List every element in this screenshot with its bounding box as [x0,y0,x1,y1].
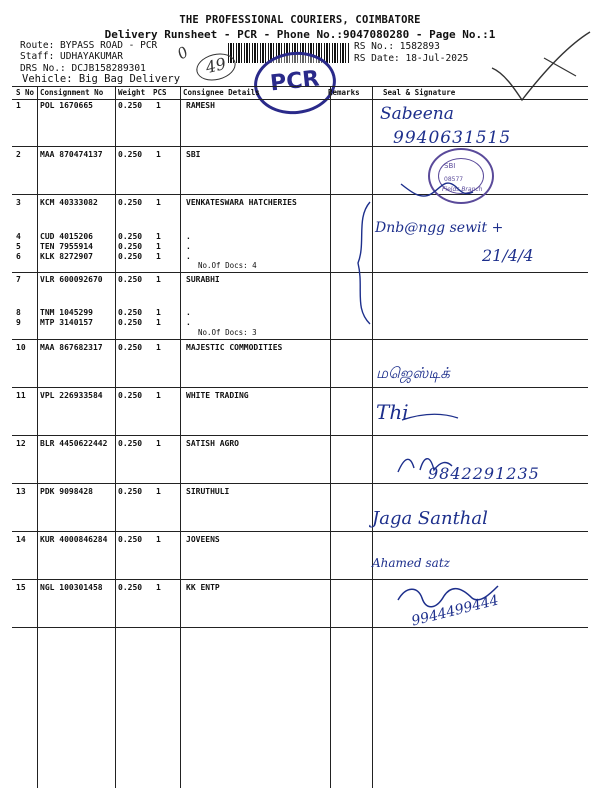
table-row: 12 BLR 4450622442 0.250 1 SATISH AGRO [12,435,588,484]
drs-number: DRS No.: DCJB158289301 [20,63,146,74]
table-row: 10 MAA 867682317 0.250 1 MAJESTIC COMMODITIES [12,339,588,388]
handwritten-phone: 9940631515 [393,128,512,148]
table-row-group: 7 VLR 600092670 0.250 1 SURABHI 8 TNM 1045299 0.250 1 . 9 MTP 3140157 0.250 1 . No.Of Docs: 3 [12,272,588,340]
docs-count: No.Of Docs: 4 [198,261,257,270]
col-remarks: Remarks [328,88,360,97]
handwritten-phone: 9842291235 [428,464,540,483]
table-row: 2 MAA 870474137 0.250 1 SBI [12,146,588,195]
pcr-stamp: PCR [251,48,339,118]
handwritten-sign: மஜெஸ்டிக் [376,364,450,382]
col-pcs: PCS [153,88,167,97]
handwritten-sign: Dnb@ngg sewit + [375,220,504,236]
circled-number: 49 [193,50,238,85]
handwritten-phone: 9944499444 [410,592,501,630]
col-weight: Weight [118,88,146,97]
handwritten-name: Sabeena [380,104,454,124]
staff-label: Staff: UDHAYAKUMAR [20,51,123,62]
runsheet-subtitle: Delivery Runsheet - PCR - Phone No.:9047080280 - Page No.:1 [104,28,496,41]
col-consignee: Consignee Details [183,88,260,97]
table-row: 15 NGL 100301458 0.250 1 KK ENTP [12,579,588,628]
bank-seal: SBI 08577 Fields Branch [428,148,494,204]
rs-number: RS No.: 1582893 [354,41,440,52]
handwritten-date: 21/4/4 [482,246,534,265]
table-row: 1 POL 1670665 0.250 1 RAMESH [12,98,588,147]
company-title: THE PROFESSIONAL COURIERS, COIMBATORE [179,14,421,26]
table-row: 14 KUR 4000846284 0.250 1 JOVEENS [12,531,588,580]
col-consignment: Consignment No [40,88,104,97]
vehicle-label: Vehicle: Big Bag Delivery [22,73,181,85]
docs-count: No.Of Docs: 3 [198,328,257,337]
handwritten-sign: Jaga Santhal [372,508,488,529]
col-signature: Seal & Signature [383,88,456,97]
handwritten-sign: Ahamed satz [372,556,450,570]
handwritten-signature [395,170,475,210]
table-row-group: 3 KCM 40333082 0.250 1 VENKATESWARA HATCHERIES 4 CUD 4015206 0.250 1 . 5 TEN 7955914 0.250 1 . 6 KLK 8272907 0.250 1 . No.Of Docs: 4 [12,194,588,273]
rs-date: RS Date: 18-Jul-2025 [354,53,469,64]
bracket-mark [348,198,378,328]
table-row: 11 VPL 226933584 0.250 1 WHITE TRADING [12,387,588,436]
handwritten-sign: Thi [376,400,409,424]
col-sno: S No [16,88,35,97]
route-label: Route: BYPASS ROAD - PCR [20,40,158,51]
handwritten-zero: 0 [174,42,192,64]
handwritten-stroke [400,410,460,426]
table-row: 13 PDK 9098428 0.250 1 SIRUTHULI [12,483,588,532]
